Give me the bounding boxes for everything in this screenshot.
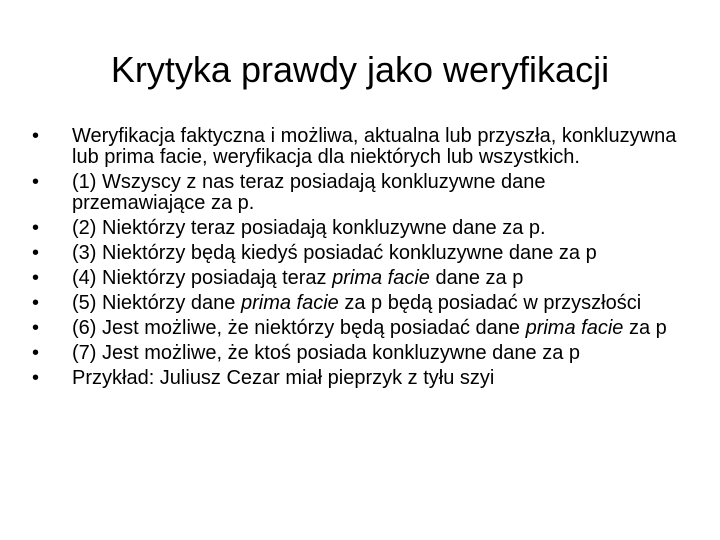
bullet-item (32, 268, 682, 289)
bullet-text-italic: prima facie (240, 292, 339, 314)
bullet-text: Weryfikacja faktyczna i możliwa, aktualna lub przyszła, konkluzywna lub prima facie, weryfikacja dla niektórych lub wszystkich. (72, 125, 677, 168)
bullet-dot-icon: • (32, 267, 40, 289)
bullet-dot-icon: • (32, 242, 40, 264)
bullet-dot-icon: • (32, 171, 40, 193)
bullet-dot-icon: • (32, 292, 40, 314)
bullet-dot-icon: • (32, 125, 40, 147)
bullet-text: (2) Niektórzy teraz posiadają konkluzywne dane za p. (72, 217, 546, 239)
bullet-item (32, 368, 682, 389)
bullet-text: (7) Jest możliwe, że ktoś posiada konkluzywne dane za p (72, 342, 581, 364)
bullet-text: (5) Niektórzy dane (72, 292, 241, 314)
bullet-item (32, 293, 682, 314)
bullet-text-italic: prima facie (332, 267, 430, 289)
bullet-text: (4) Niektórzy posiadają teraz (72, 267, 333, 289)
bullet-text: (6) Jest możliwe, że niektórzy będą posiadać dane (72, 317, 526, 339)
bullet-text: za p (623, 317, 667, 339)
bullet-dot-icon: • (32, 217, 40, 239)
bullet-dot-icon: • (32, 367, 40, 389)
bullet-item (32, 243, 682, 264)
bullet-item (32, 126, 682, 168)
bullet-dot-icon: • (32, 317, 40, 339)
bullet-text: za p będą posiadać w przyszłości (338, 292, 642, 314)
bullet-list (32, 126, 682, 393)
bullet-item (32, 318, 682, 339)
bullet-item (32, 343, 682, 364)
bullet-text-italic: prima facie (525, 317, 624, 339)
bullet-text: (3) Niektórzy będą kiedyś posiadać konkluzywne dane za p (72, 242, 597, 264)
bullet-text: dane za p (429, 267, 524, 289)
bullet-text: (1) Wszyscy z nas teraz posiadają konkluzywne dane przemawiające za p. (72, 171, 546, 214)
bullet-dot-icon: • (32, 342, 40, 364)
bullet-item (32, 172, 682, 214)
slide-title: Krytyka prawdy jako weryfikacji (110, 49, 610, 90)
bullet-text: Przykład: Juliusz Cezar miał pieprzyk z tyłu szyi (72, 367, 495, 389)
bullet-item (32, 218, 682, 239)
